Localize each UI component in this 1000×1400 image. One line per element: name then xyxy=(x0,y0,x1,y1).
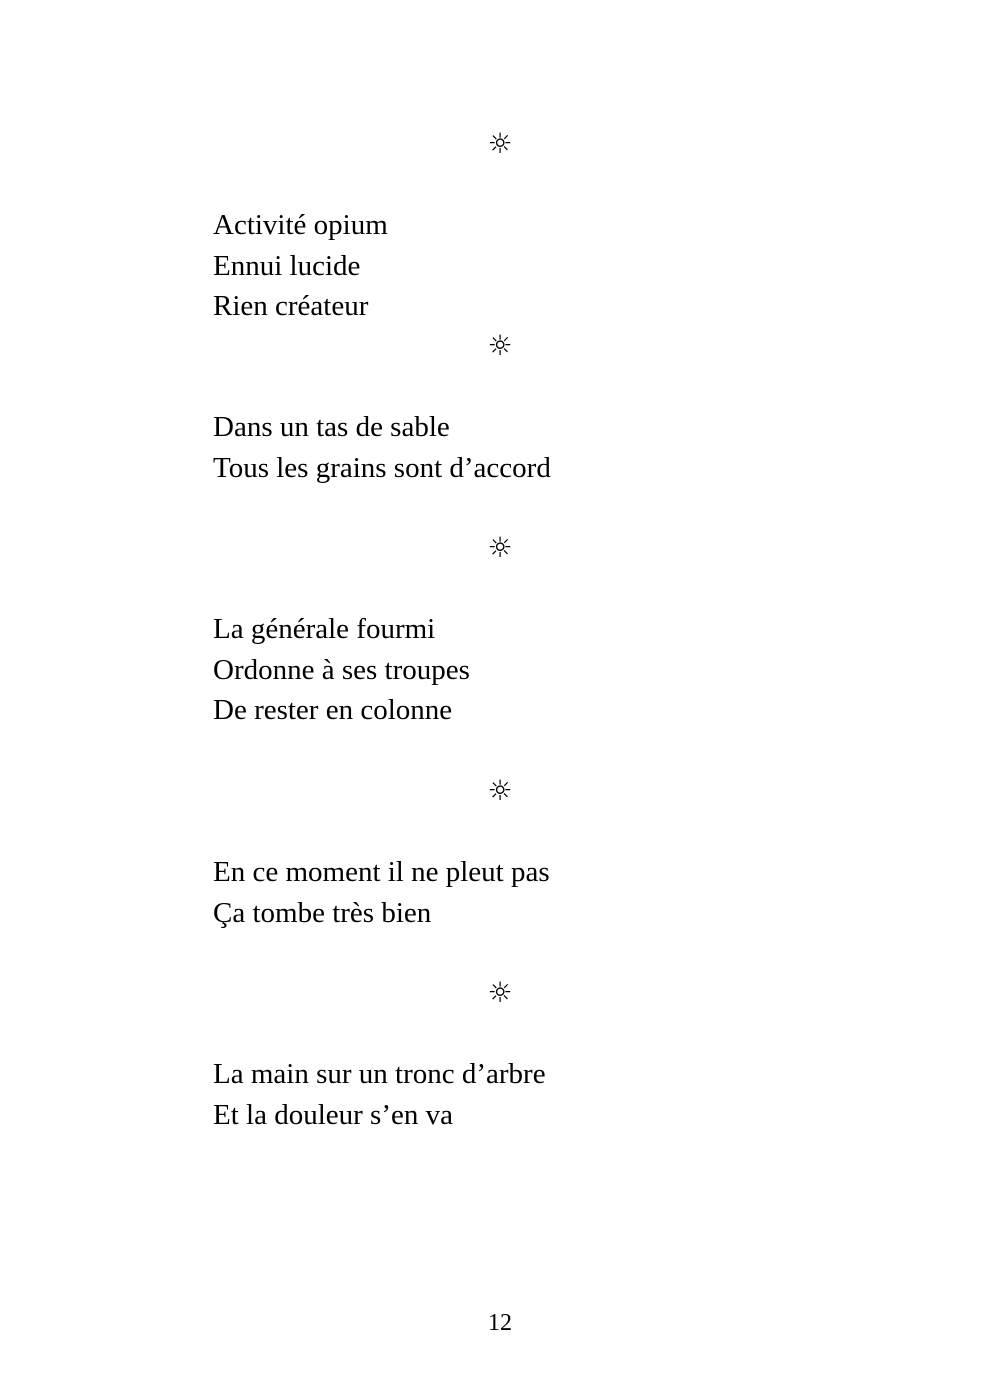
poem-line: Ennui lucide xyxy=(213,249,361,282)
page-number: 12 xyxy=(488,1310,512,1336)
poem-line: Et la douleur s’en va xyxy=(213,1098,453,1131)
sun-separator-icon: ☼ xyxy=(487,127,513,160)
poem-line: Dans un tas de sable xyxy=(213,411,450,443)
sun-separator-icon: ☼ xyxy=(487,774,513,807)
poem-line: Activité opium xyxy=(213,209,388,241)
stanza-5 xyxy=(213,1054,913,1135)
stanza-1 xyxy=(213,205,913,327)
sun-separator-icon: ☼ xyxy=(487,329,513,362)
stanza-2 xyxy=(213,407,913,488)
poem-line: La main sur un tronc d’arbre xyxy=(213,1058,546,1090)
sun-separator-icon: ☼ xyxy=(487,976,513,1009)
poem-line: La générale fourmi xyxy=(213,613,436,645)
poem-line: En ce moment il ne pleut pas xyxy=(213,856,550,888)
poem-line: Ordonne à ses troupes xyxy=(213,653,470,686)
poem-line: Ça tombe très bien xyxy=(213,896,432,929)
poem-line: Tous les grains sont d’accord xyxy=(213,451,551,484)
poem-line: De rester en colonne xyxy=(213,694,453,726)
stanza-3 xyxy=(213,609,913,731)
poem-line: Rien créateur xyxy=(213,290,369,322)
sun-separator-icon: ☼ xyxy=(487,531,513,564)
stanza-4 xyxy=(213,852,913,933)
